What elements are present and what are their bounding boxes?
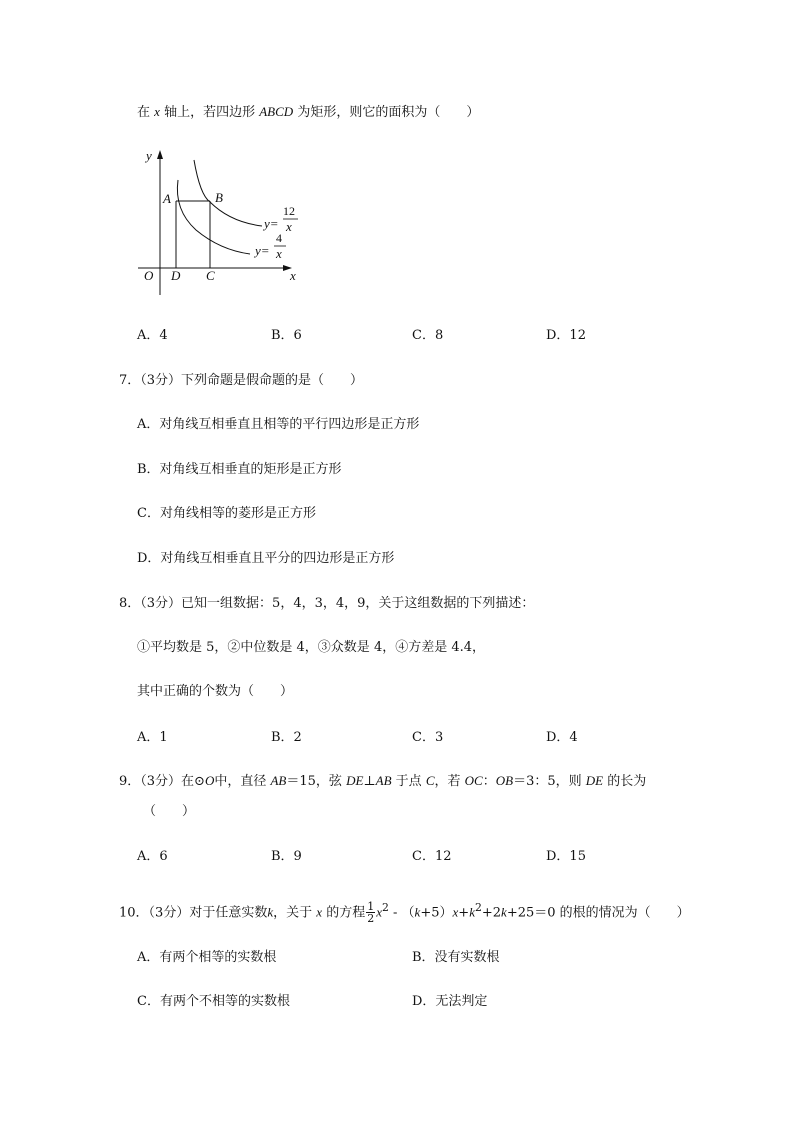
text: +2 bbox=[481, 905, 502, 921]
variable: k bbox=[469, 904, 475, 920]
y-axis-arrow bbox=[157, 150, 163, 159]
text: 10．（3分）对于任意实数 bbox=[119, 905, 268, 921]
q10-option-a[interactable]: A．有两个相等的实数根 bbox=[137, 950, 277, 965]
exponent: 2 bbox=[474, 901, 482, 914]
q6-option-b[interactable]: B．6 bbox=[271, 328, 302, 343]
curve-4-over-x bbox=[177, 180, 250, 254]
text: ⊥ bbox=[363, 774, 376, 789]
variable: x bbox=[316, 904, 323, 920]
variable: DE bbox=[346, 773, 364, 788]
q9-option-d[interactable]: D．15 bbox=[546, 849, 586, 864]
variable-x: x bbox=[154, 104, 160, 119]
curve1-numerator: 12 bbox=[283, 204, 295, 218]
q10-stem bbox=[119, 899, 690, 924]
curve2-numerator: 4 bbox=[276, 231, 282, 245]
exponent: 2 bbox=[381, 901, 389, 914]
text: 轴上，若四边形 bbox=[164, 105, 256, 120]
text: 于点 bbox=[395, 774, 422, 789]
q8-option-c[interactable]: C．3 bbox=[412, 730, 444, 745]
curve2-prefix: y= bbox=[255, 243, 270, 258]
variable: OB bbox=[495, 773, 514, 788]
variable: C bbox=[425, 773, 435, 788]
text: - （ bbox=[388, 905, 415, 921]
q10-option-b[interactable]: B．没有实数根 bbox=[412, 950, 500, 965]
q7-option-c[interactable]: C．对角线相等的菱形是正方形 bbox=[137, 506, 316, 521]
denominator: 2 bbox=[367, 912, 375, 926]
q6-option-d[interactable]: D．12 bbox=[546, 328, 586, 343]
q8-stem: 8．（3分）已知一组数据：5，4，3，4，9，关于这组数据的下列描述： bbox=[119, 596, 535, 611]
q9-answer-blank: （ ） bbox=[143, 804, 196, 819]
curve1-prefix: y= bbox=[264, 216, 279, 231]
q9-stem bbox=[119, 772, 646, 791]
inverse-proportion-graph bbox=[130, 140, 330, 300]
label-A: A bbox=[163, 191, 171, 206]
label-B: B bbox=[215, 190, 223, 205]
q9-option-b[interactable]: B．9 bbox=[271, 849, 302, 864]
variable: AB bbox=[270, 773, 287, 788]
fraction-one-half bbox=[366, 901, 375, 924]
q7-option-b[interactable]: B．对角线互相垂直的矩形是正方形 bbox=[137, 462, 342, 477]
q9-option-c[interactable]: C．12 bbox=[412, 849, 452, 864]
curve1-denominator: x bbox=[286, 219, 292, 234]
text: +5） bbox=[420, 905, 453, 921]
curve2-denominator: x bbox=[276, 246, 282, 261]
variable: k bbox=[267, 904, 274, 920]
text: ＝15，弦 bbox=[286, 774, 342, 789]
text: 为矩形，则它的面积为（ ） bbox=[297, 105, 480, 120]
q7-option-d[interactable]: D．对角线互相垂直且平分的四边形是正方形 bbox=[137, 551, 395, 566]
q7-option-a[interactable]: A．对角线互相垂直且相等的平行四边形是正方形 bbox=[137, 417, 420, 432]
text: +25＝0 的根的情况为（ ） bbox=[506, 905, 690, 921]
q8-statements: ①平均数是 5，②中位数是 4，③众数是 4，④方差是 4.4， bbox=[137, 640, 486, 655]
q8-option-d[interactable]: D．4 bbox=[546, 730, 578, 745]
label-C: C bbox=[206, 268, 215, 283]
q8-option-a[interactable]: A．1 bbox=[137, 730, 168, 745]
curve-12-over-x bbox=[194, 160, 262, 226]
q10-option-c[interactable]: C．有两个不相等的实数根 bbox=[137, 994, 290, 1009]
variable: k bbox=[414, 904, 421, 920]
numerator: 1 bbox=[367, 900, 375, 914]
q10-option-d[interactable]: D．无法判定 bbox=[412, 994, 488, 1009]
variable: DE bbox=[585, 773, 604, 788]
label-D: D bbox=[171, 268, 181, 283]
variable: OC bbox=[464, 773, 483, 788]
variable: k bbox=[501, 904, 507, 920]
variable: x bbox=[376, 904, 382, 920]
q8-question: 其中正确的个数为（ ） bbox=[137, 684, 294, 699]
text: ： bbox=[482, 774, 496, 789]
text: 的长为 bbox=[607, 774, 647, 789]
text: 中，直径 bbox=[214, 774, 267, 789]
label-x: x bbox=[290, 268, 296, 283]
text: ＝3：5，则 bbox=[513, 774, 582, 789]
q6-option-c[interactable]: C．8 bbox=[412, 328, 444, 343]
q8-option-b[interactable]: B．2 bbox=[271, 730, 302, 745]
text: 在 bbox=[137, 105, 151, 120]
text: 的方程 bbox=[326, 905, 366, 921]
q9-option-a[interactable]: A．6 bbox=[137, 849, 168, 864]
variable: AB bbox=[375, 773, 392, 788]
variable: O bbox=[204, 773, 215, 788]
shape-name: ABCD bbox=[259, 104, 294, 119]
q6-option-a[interactable]: A．4 bbox=[137, 328, 168, 343]
label-O: O bbox=[144, 268, 154, 283]
text: + bbox=[458, 905, 470, 921]
variable: x bbox=[452, 904, 459, 920]
text: ，关于 bbox=[273, 905, 313, 921]
text: ，若 bbox=[434, 774, 461, 789]
text: 9．（3分）在⊙ bbox=[119, 774, 205, 789]
question-6-continuation bbox=[137, 103, 479, 122]
q7-stem: 7．（3分）下列命题是假命题的是（ ） bbox=[119, 373, 364, 388]
label-y: y bbox=[146, 148, 152, 163]
